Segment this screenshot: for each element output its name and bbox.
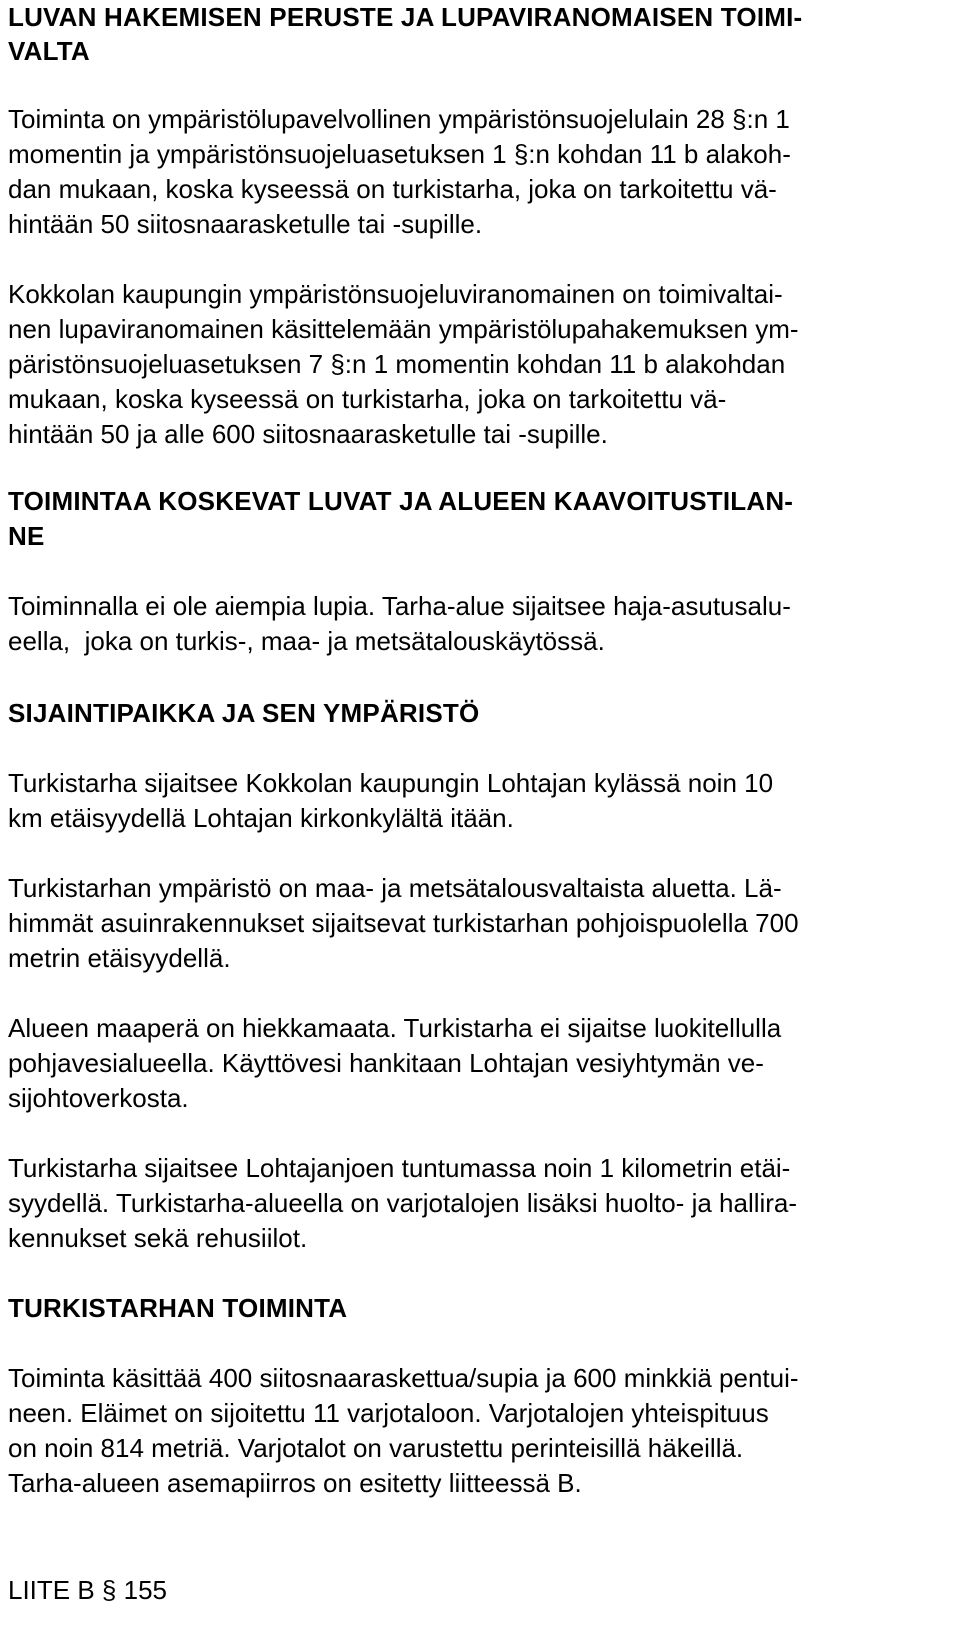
- section-heading: SIJAINTIPAIKKA JA SEN YMPÄRISTÖ: [8, 698, 480, 728]
- section-heading: TOIMINTAA KOSKEVAT LUVAT JA ALUEEN KAAVOITUSTILAN-: [8, 486, 794, 516]
- paragraph-line: Turkistarha sijaitsee Lohtajanjoen tuntumassa noin 1 kilometrin etäi-: [8, 1153, 791, 1183]
- paragraph-line: Toiminta on ympäristölupavelvollinen ympäristönsuojelulain 28 §:n 1: [8, 104, 790, 134]
- paragraph-line: hintään 50 ja alle 600 siitosnaarasketulle tai -supille.: [8, 419, 608, 449]
- paragraph-line: kennukset sekä rehusiilot.: [8, 1223, 308, 1253]
- paragraph-line: päristönsuojeluasetuksen 7 §:n 1 momentin kohdan 11 b alakohdan: [8, 349, 786, 379]
- paragraph-line: dan mukaan, koska kyseessä on turkistarha, joka on tarkoitettu vä-: [8, 174, 777, 204]
- paragraph-line: Kokkolan kaupungin ympäristönsuojeluviranomainen on toimivaltai-: [8, 279, 783, 309]
- paragraph-line: mukaan, koska kyseessä on turkistarha, joka on tarkoitettu vä-: [8, 384, 727, 414]
- footer-reference: LIITE B § 155: [8, 1575, 167, 1605]
- section-heading: LUVAN HAKEMISEN PERUSTE JA LUPAVIRANOMAISEN TOIMI-: [8, 2, 803, 32]
- paragraph-line: on noin 814 metriä. Varjotalot on varustettu perinteisillä häkeillä.: [8, 1433, 744, 1463]
- paragraph-line: nen lupaviranomainen käsittelemään ympäristölupahakemuksen ym-: [8, 314, 799, 344]
- paragraph-line: pohjavesialueella. Käyttövesi hankitaan Lohtajan vesiyhtymän ve-: [8, 1048, 764, 1078]
- paragraph-line: sijohtoverkosta.: [8, 1083, 189, 1113]
- paragraph-line: km etäisyydellä Lohtajan kirkonkylältä itään.: [8, 803, 514, 833]
- section-heading: NE: [8, 521, 45, 551]
- paragraph-line: syydellä. Turkistarha-alueella on varjotalojen lisäksi huolto- ja hallira-: [8, 1188, 798, 1218]
- paragraph-line: Toiminta käsittää 400 siitosnaaraskettua/supia ja 600 minkkiä pentui-: [8, 1363, 799, 1393]
- section-heading: TURKISTARHAN TOIMINTA: [8, 1293, 348, 1323]
- paragraph-line: Turkistarhan ympäristö on maa- ja metsätalousvaltaista aluetta. Lä-: [8, 873, 782, 903]
- paragraph-line: himmät asuinrakennukset sijaitsevat turkistarhan pohjoispuolella 700: [8, 908, 799, 938]
- paragraph-line: metrin etäisyydellä.: [8, 943, 231, 973]
- paragraph-line: neen. Eläimet on sijoitettu 11 varjotaloon. Varjotalojen yhteispituus: [8, 1398, 769, 1428]
- section-heading: VALTA: [8, 36, 90, 66]
- paragraph-line: Tarha-alueen asemapiirros on esitetty liitteessä B.: [8, 1468, 582, 1498]
- paragraph-line: Turkistarha sijaitsee Kokkolan kaupungin Lohtajan kylässä noin 10: [8, 768, 774, 798]
- paragraph-line: hintään 50 siitosnaarasketulle tai -supille.: [8, 209, 483, 239]
- paragraph-line: Toiminnalla ei ole aiempia lupia. Tarha-alue sijaitsee haja-asutusalu-: [8, 591, 791, 621]
- paragraph-line: eella, joka on turkis-, maa- ja metsätalouskäytössä.: [8, 626, 605, 656]
- paragraph-line: Alueen maaperä on hiekkamaata. Turkistarha ei sijaitse luokitellulla: [8, 1013, 782, 1043]
- paragraph-line: momentin ja ympäristönsuojeluasetuksen 1 §:n kohdan 11 b alakoh-: [8, 139, 791, 169]
